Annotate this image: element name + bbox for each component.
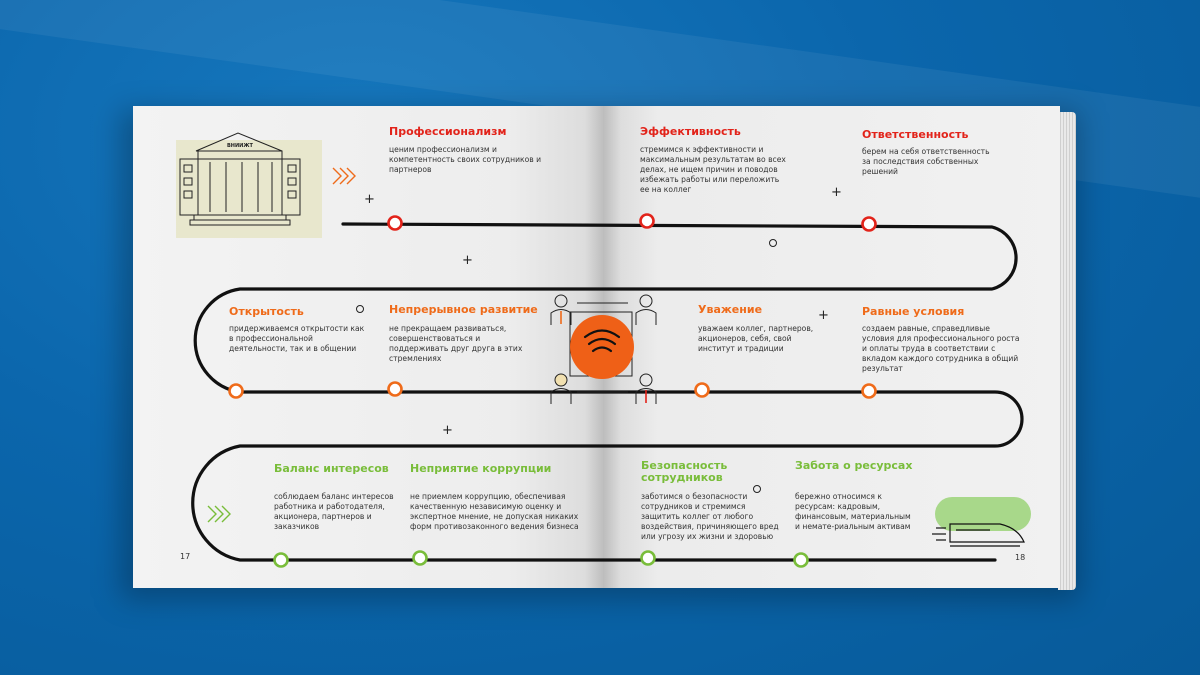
value-description: стремимся к эффективности и максимальным результатам во всех делах, не ищем причин и поводов избежать работы или переложить ее на коллег bbox=[640, 145, 786, 194]
decor-circles bbox=[357, 240, 777, 493]
train-icon bbox=[932, 497, 1031, 546]
plus-icon: + bbox=[818, 308, 829, 323]
value-title: Безопасность сотрудников bbox=[641, 459, 728, 484]
value-description: бережно относимся к ресурсам: кадровым, финансовым, материальным и немате-риальным активам bbox=[795, 492, 911, 531]
value-title: Открытость bbox=[229, 305, 304, 318]
milestone-marker bbox=[414, 552, 427, 565]
milestone-marker bbox=[230, 385, 243, 398]
person-icon bbox=[551, 374, 571, 404]
plus-icon: + bbox=[831, 185, 842, 200]
value-title: Эффективность bbox=[640, 125, 741, 138]
milestone-marker bbox=[863, 218, 876, 231]
value-title: Ответственность bbox=[862, 128, 969, 141]
milestone-marker bbox=[275, 554, 288, 567]
value-description: придерживаемся открытости как в профессиональной деятельности, так и в общении bbox=[229, 324, 365, 353]
value-title: Баланс интересов bbox=[274, 462, 389, 475]
value-title: Равные условия bbox=[862, 305, 965, 318]
value-description: заботимся о безопасности сотрудников и стремимся защитить коллег от любого воздействия, причиняющего вред или угрозу их жизни и здоровью bbox=[641, 492, 779, 541]
milestone-marker bbox=[642, 552, 655, 565]
value-title: Профессионализм bbox=[389, 125, 507, 138]
value-title: Непрерывное развитие bbox=[389, 303, 538, 316]
communication-icon bbox=[570, 303, 634, 392]
person-icon bbox=[636, 374, 656, 404]
building-label: ВНИИЖТ bbox=[227, 143, 253, 149]
plus-icon: + bbox=[442, 423, 453, 438]
milestone-marker bbox=[641, 215, 654, 228]
chevrons-icon-green bbox=[208, 506, 230, 522]
value-description: не приемлем коррупцию, обеспечивая качественную независимую оценку и экспертное мнение, не допуская никаких форм противозаконного ведения бизнеса bbox=[410, 492, 579, 531]
value-description: соблюдаем баланс интересов работника и работодателя, акционера, партнеров и заказчиков bbox=[274, 492, 394, 531]
page-number-right: 18 bbox=[1015, 553, 1026, 562]
milestone-marker bbox=[389, 383, 402, 396]
plus-icon: + bbox=[462, 253, 473, 268]
milestone-marker bbox=[795, 554, 808, 567]
value-title: Неприятие коррупции bbox=[410, 462, 552, 475]
value-description: ценим профессионализм и компетентность своих сотрудников и партнеров bbox=[389, 145, 542, 174]
plus-icon: + bbox=[364, 192, 375, 207]
milestone-marker bbox=[696, 384, 709, 397]
value-title: Уважение bbox=[698, 303, 763, 316]
person-icon bbox=[636, 295, 656, 325]
person-icon bbox=[551, 295, 571, 325]
value-description: создаем равные, справедливые условия для профессионального роста и оплаты труда в соответствии с вкладом каждого сотрудника в общий результат bbox=[862, 324, 1020, 373]
value-description: берем на себя ответственность за последствия собственных решений bbox=[862, 147, 990, 176]
milestone-marker bbox=[863, 385, 876, 398]
milestone-marker bbox=[389, 217, 402, 230]
value-description: не прекращаем развиваться, совершенствоваться и поддерживать друг друга в этих стремлениях bbox=[389, 324, 523, 363]
value-description: уважаем коллег, партнеров, акционеров, себя, свой институт и традиции bbox=[698, 324, 814, 353]
chevrons-icon bbox=[333, 168, 355, 184]
value-title: Забота о ресурсах bbox=[795, 459, 913, 472]
page-number-left: 17 bbox=[180, 552, 191, 561]
